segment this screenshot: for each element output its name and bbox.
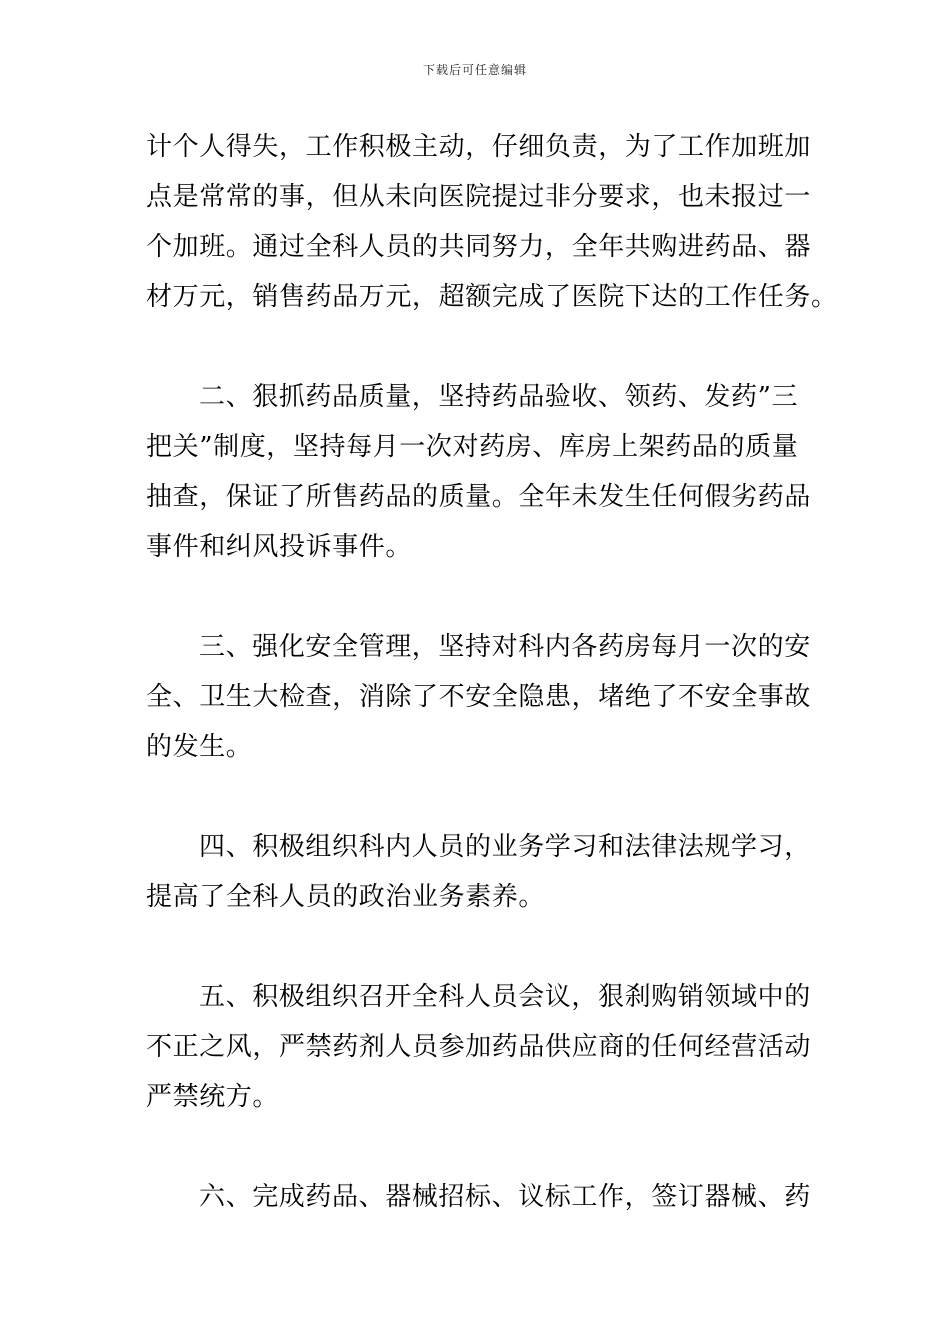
paragraph-1: [146, 122, 838, 322]
text-line: 不正之风，严禁药剂人员参加药品供应商的任何经营活动: [146, 1032, 812, 1062]
text-line: 提高了全科人员的政治业务素养。: [146, 882, 546, 912]
text-line: 五、积极组织召开全科人员会议，狠刹购销领域中的: [199, 982, 811, 1012]
text-line: 计个人得失，工作积极主动，仔细负责，为了工作加班加: [146, 132, 812, 162]
text-line: 抽查，保证了所售药品的质量。全年未发生任何假劣药品: [146, 482, 812, 512]
paragraph-gap: [146, 322, 810, 372]
text-line: 严禁统方。: [146, 1082, 280, 1112]
paragraph-2: [146, 372, 810, 572]
paragraph-gap: [146, 1122, 810, 1172]
text-line: 三、强化安全管理，坚持对科内各药房每月一次的安: [199, 632, 811, 662]
paragraph-gap: [146, 772, 810, 822]
text-line: 个加班。通过全科人员的共同努力，全年共购进药品、器: [146, 232, 812, 262]
text-line: 材万元，销售药品万元，超额完成了医院下达的工作任务。: [146, 282, 838, 312]
text-line: 全、卫生大检查，消除了不安全隐患，堵绝了不安全事故: [146, 682, 812, 712]
text-line: 事件和纠风投诉事件。: [146, 532, 413, 562]
paragraph-5: [146, 972, 810, 1122]
text-line: 四、积极组织科内人员的业务学习和法律法规学习，: [199, 832, 811, 862]
text-line: 的发生。: [146, 732, 253, 762]
text-line: 把关”制度，坚持每月一次对药房、库房上架药品的质量: [146, 432, 799, 462]
paragraph-4: [146, 822, 810, 922]
paragraph-6: [146, 1172, 810, 1222]
page-header-note: 下载后可任意编辑: [422, 63, 527, 77]
paragraph-gap: [146, 572, 810, 622]
paragraph-3: [146, 622, 810, 772]
text-line: 点是常常的事，但从未向医院提过非分要求，也未报过一: [146, 182, 812, 212]
text-line: 二、狠抓药品质量，坚持药品验收、领药、发药”三: [199, 382, 799, 412]
paragraph-gap: [146, 922, 810, 972]
document-body: [146, 122, 838, 1222]
text-line: 六、完成药品、器械招标、议标工作，签订器械、药: [199, 1182, 811, 1212]
